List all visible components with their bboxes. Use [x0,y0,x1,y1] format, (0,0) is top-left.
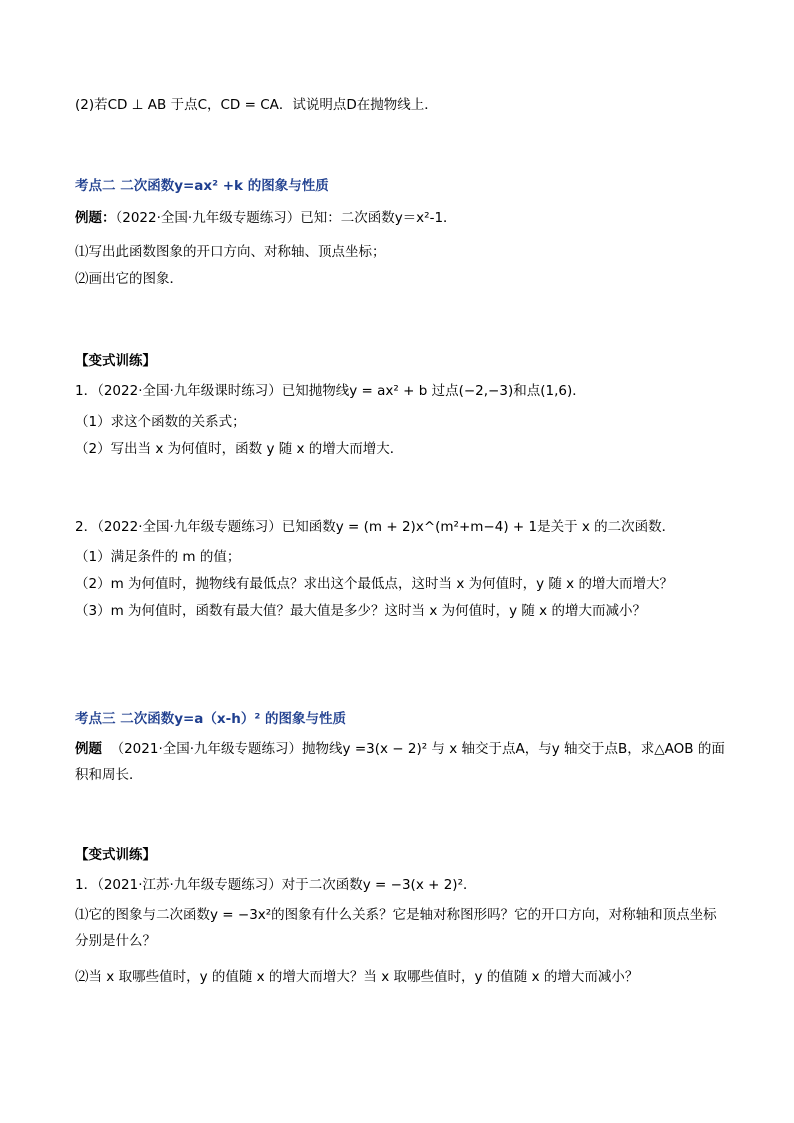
section-2-part-1: ⑴写出此函数图象的开口方向、对称轴、顶点坐标； [75,244,386,260]
example-label: 例题 [75,741,102,757]
section-2-variant-1-part-2: （2）写出当 x 为何值时，函数 y 随 x 的增大而增大． [75,441,404,457]
section-2-variant-2-part-1: （1）满足条件的 m 的值； [75,549,241,565]
section-2-variant-2-stem: 2．（2022·全国·九年级专题练习）已知函数y = (m + 2)x^(m²+m−4) + 1是关于 x 的二次函数． [75,519,676,535]
section-3-variant-1-part-2: ⑵当 x 取哪些值时，y 的值随 x 的增大而增大？当 x 取哪些值时，y 的值随 x 的增大而减小？ [75,969,639,985]
section-2-variant-1-part-1: （1）求这个函数的关系式； [75,414,246,430]
section-2-variant-2-part-3: （3）m 为何值时，函数有最大值？最大值是多少？这时当 x 为何值时，y 随 x 的增大而减小？ [75,603,646,619]
section-2-variant-2-part-2: （2）m 为何值时，抛物线有最低点？求出这个最低点，这时当 x 为何值时，y 随 x 的增大而增大？ [75,576,673,592]
section-3-title: 考点三 二次函数y=a（x-h）² 的图象与性质 [75,711,346,727]
section-2-example [75,209,457,227]
section-3-variant-1-stem: 1．（2021·江苏·九年级专题练习）对于二次函数y = −3(x + 2)²． [75,877,477,893]
example-text: （2022·全国·九年级专题练习）已知：二次函数y＝x²-1． [115,210,457,226]
section-2-title: 考点二 二次函数y=ax² +k 的图象与性质 [75,178,329,194]
section-2-variant-title: 【变式训练】 [75,353,156,369]
example-text: （2021·全国·九年级专题练习）抛物线y =3(x − 2)² 与 x 轴交于点A，与y 轴交于点B，求△AOB 的面积和周长． [75,741,725,783]
section-3-variant-1-part-1: ⑴它的图象与二次函数y = −3x²的图象有什么关系？它是轴对称图形吗？它的开口方向，对称轴和顶点坐标分别是什么？ [75,907,717,949]
question-part-2: (2)若CD ⊥ AB 于点C，CD = CA．试说明点D在抛物线上． [75,97,438,113]
example-label: 例题： [75,210,116,226]
section-3-example [75,736,725,788]
section-3-variant-title: 【变式训练】 [75,847,156,863]
section-2-variant-1-stem: 1．（2022·全国·九年级课时练习）已知抛物线y = ax² + b 过点(−2,−3)和点(1,6)． [75,383,586,399]
section-2-part-2: ⑵画出它的图象． [75,271,183,287]
